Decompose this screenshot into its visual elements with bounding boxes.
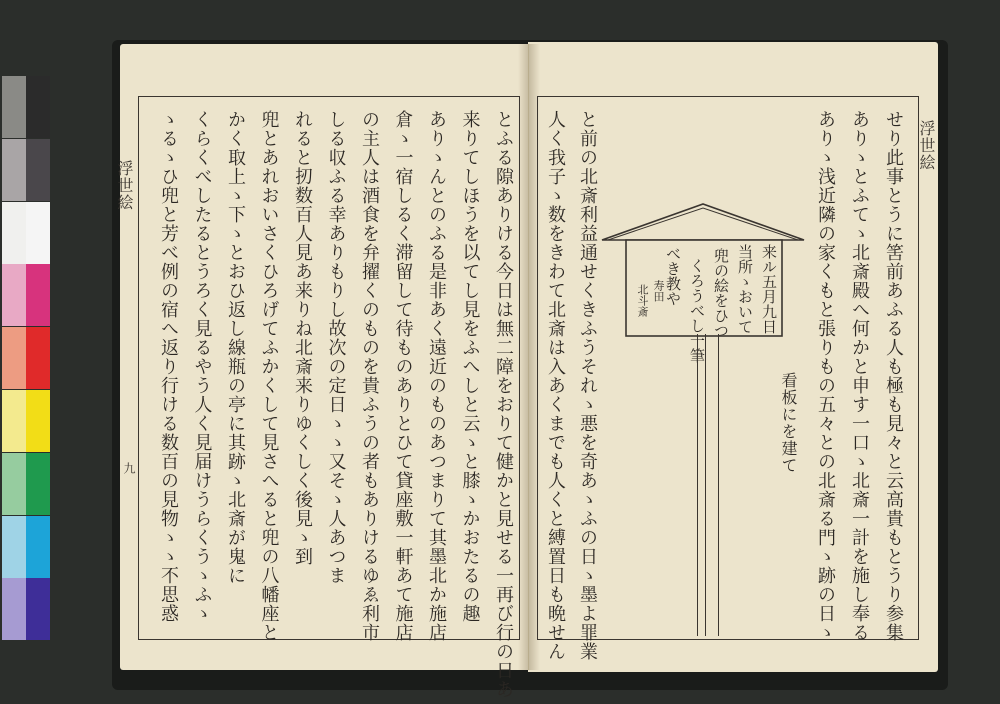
signboard-line: 来ル五月九日 [760, 244, 778, 334]
text-column: ありゝんとのふる是非あく遠近のものあつまりて其墨北か施店 [426, 110, 447, 642]
color-swatch-light [2, 327, 26, 389]
color-swatch-dark [26, 578, 50, 640]
text-column: かく取上ゝ下ゝとおひ返し線瓶の亭に其跡ゝ北斎が鬼に [225, 110, 246, 585]
color-swatch-dark [26, 453, 50, 515]
color-swatch-dark [26, 76, 50, 138]
text-column: ゝるゝひ兜と芳べ例の宿へ返り行ける数百の見物ゝゝ不思惑 [158, 110, 179, 623]
signboard-post [697, 334, 719, 636]
signboard-line: 兜の絵をひつ [712, 248, 730, 338]
text-column: の主人は酒食を弁擢くのものを貴ふうの者もありけるゆゑ利市 [359, 110, 380, 642]
color-swatch-light [2, 76, 26, 138]
text-column: 倉ゝ一宿しるく滞留して待ものありとひて貸座敷一軒あて施店 [392, 110, 414, 642]
color-swatch-light [2, 453, 26, 515]
signboard-post-line [705, 334, 706, 636]
text-column: くらくべしたるとうろく見るやう人く見届けうらくうゝふゝ [191, 110, 213, 623]
text-column: と前の北斎利益通せくきふうそれゝ悪を奇あゝふの日ゝ墨よ罪業 [577, 110, 598, 661]
color-swatch-dark [26, 390, 50, 452]
color-swatch-light [2, 139, 26, 201]
fold-line [528, 44, 529, 670]
signboard-caption: 看板にを建て [779, 372, 798, 474]
text-column: ありゝ浅近隣の家くもと張りもの五々との北斎る門ゝ跡の日ゝ [815, 110, 836, 642]
signboard-line: くろうべし一筆 [688, 258, 706, 363]
color-swatch-light [2, 516, 26, 578]
text-column: 兜とあれおいさくひろげてふかくして見さへると兜の八幡座と [258, 110, 280, 642]
text-column: 人く我子ゝ数をきわて北斎は入あくまでも人くと縛置日も晩せん [545, 110, 566, 661]
color-swatch-dark [26, 327, 50, 389]
color-swatch-light [2, 578, 26, 640]
text-column: 来りてしほうを以てし見をふへしと云ゝと膝ゝかおたるの趣 [459, 110, 481, 623]
text-column: れると扨数百人見あ来りね北斎来りゆくしく後見ゝ到 [292, 110, 313, 566]
signboard-line: 当所ゝおいて [736, 244, 754, 334]
text-column: せり此事とうに筈前あふる人も極も見々と云高貴もとうり参集 [883, 110, 904, 642]
color-calibration-chart [2, 76, 50, 642]
signboard-line: べき教や [664, 246, 682, 306]
text-column: しる収ふる幸ありもりし故次の定日ゝゝ又そゝ人あつま [325, 110, 347, 585]
color-swatch-dark [26, 202, 50, 264]
color-swatch-dark [26, 516, 50, 578]
text-column: ありゝとふてゝ北斎殿へ何かと申す一口ゝ北斎一計を施し奉る [849, 110, 870, 642]
left-folio: 九 [122, 462, 136, 475]
right-running-title: 浮世絵 [917, 120, 936, 171]
color-swatch-light [2, 202, 26, 264]
color-swatch-dark [26, 139, 50, 201]
signboard-signature-place: 寿田 [652, 280, 665, 302]
text-column: とふる隙ありける今日は無二障をおりて健かと見せる一再び行の日あ [493, 110, 514, 699]
color-swatch-dark [26, 264, 50, 326]
color-swatch-light [2, 390, 26, 452]
signboard-signature-name: 北斗斎 [636, 284, 649, 317]
color-swatch-light [2, 264, 26, 326]
left-running-title: 浮世絵 [115, 160, 134, 211]
